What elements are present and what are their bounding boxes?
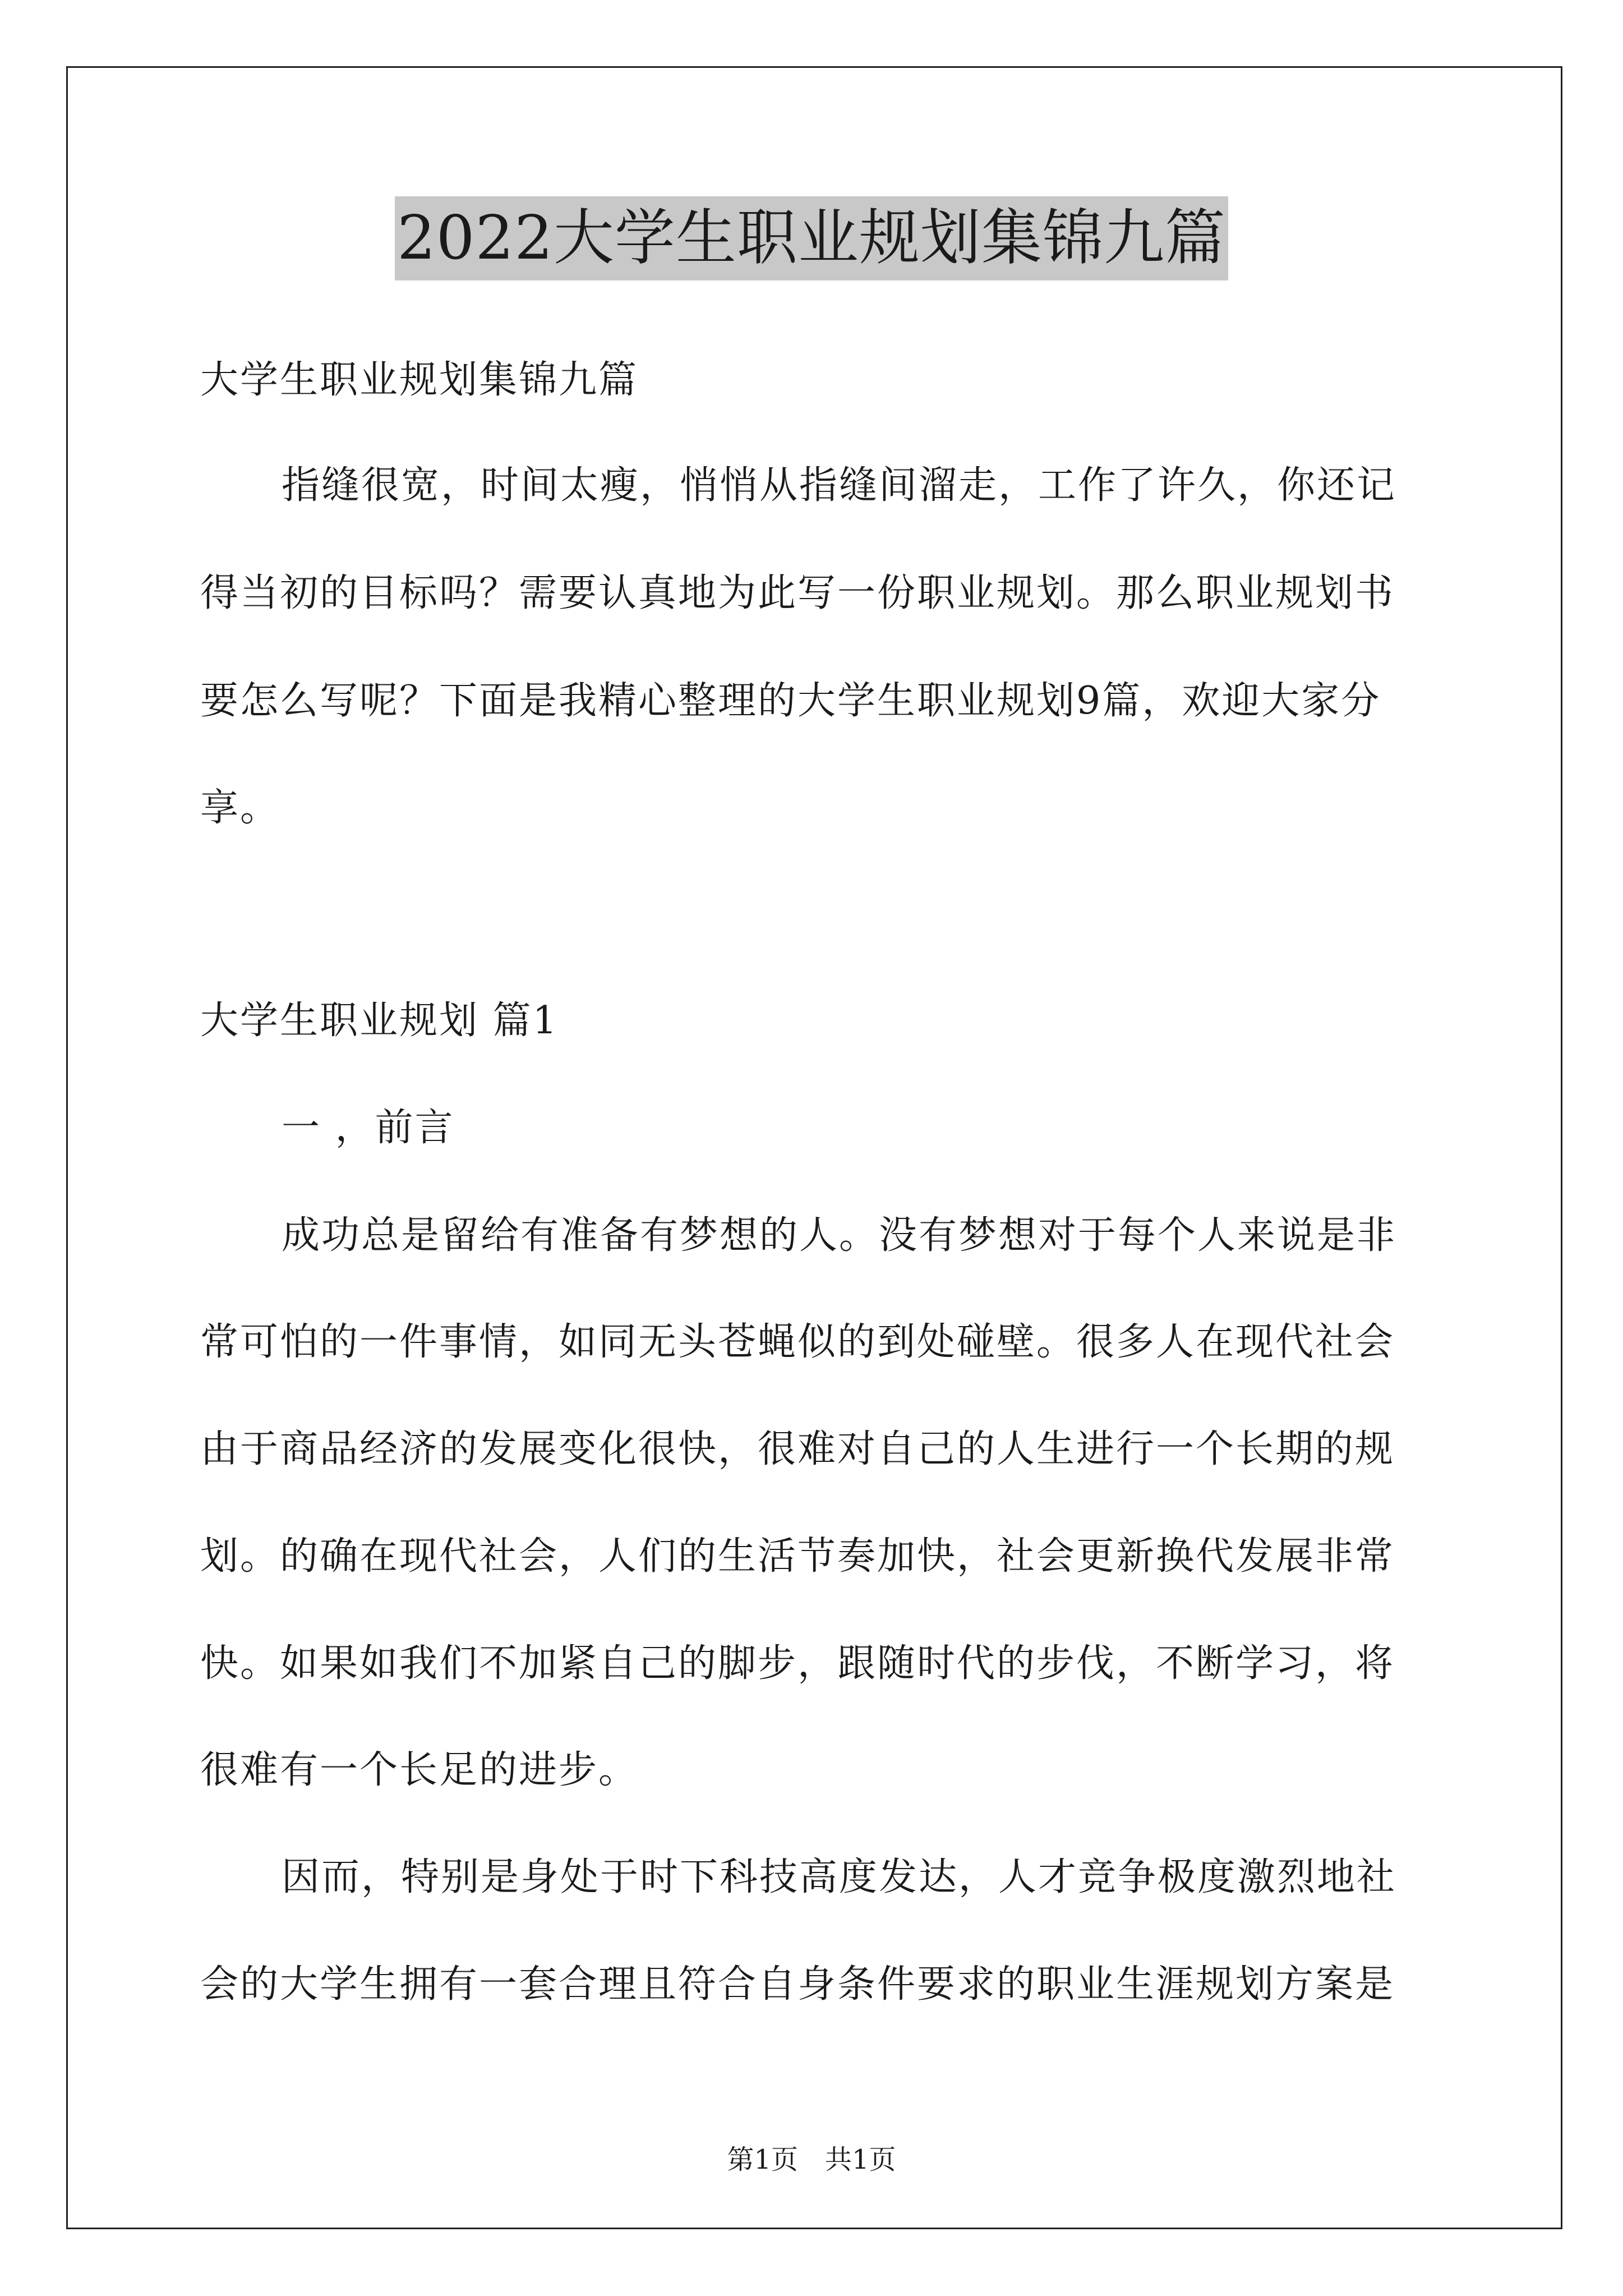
intro-line: 要怎么写呢？下面是我精心整理的大学生职业规划9篇，欢迎大家分 bbox=[200, 679, 1381, 723]
paragraph-line: 很难有一个长足的进步。 bbox=[200, 1748, 639, 1792]
paragraph-line: 常可怕的一件事情，如同无头苍蝇似的到处碰壁。很多人在现代社会 bbox=[200, 1320, 1395, 1364]
paragraph-line: 成功总是留给有准备有梦想的人。没有梦想对于每个人来说是非 bbox=[282, 1213, 1397, 1258]
section-heading: 大学生职业规划 篇1 bbox=[200, 999, 559, 1043]
title-container bbox=[0, 196, 1623, 280]
paragraph-line: 会的大学生拥有一套合理且符合自身条件要求的职业生涯规划方案是 bbox=[200, 1962, 1395, 2007]
intro-line: 享。 bbox=[200, 786, 280, 830]
paragraph-line: 由于商品经济的发展变化很快，很难对自己的人生进行一个长期的规 bbox=[200, 1427, 1395, 1471]
intro-line: 指缝很宽，时间太瘦，悄悄从指缝间溜走，工作了许久，你还记 bbox=[282, 463, 1397, 508]
subheading: 一 ，前言 bbox=[282, 1106, 455, 1150]
paragraph-line: 快。如果如我们不加紧自己的脚步，跟随时代的步伐，不断学习，将 bbox=[200, 1641, 1395, 1686]
paragraph-line: 划。的确在现代社会，人们的生活节奏加快，社会更新换代发展非常 bbox=[200, 1534, 1395, 1579]
document-title: 2022大学生职业规划集锦九篇 bbox=[395, 196, 1228, 280]
document-subtitle: 大学生职业规划集锦九篇 bbox=[200, 358, 639, 402]
paragraph-line: 因而，特别是身处于时下科技高度发达，人才竞争极度激烈地社 bbox=[282, 1855, 1397, 1899]
page-footer: 第1页 共1页 bbox=[727, 2144, 896, 2175]
intro-line: 得当初的目标吗？需要认真地为此写一份职业规划。那么职业规划书 bbox=[200, 571, 1395, 615]
